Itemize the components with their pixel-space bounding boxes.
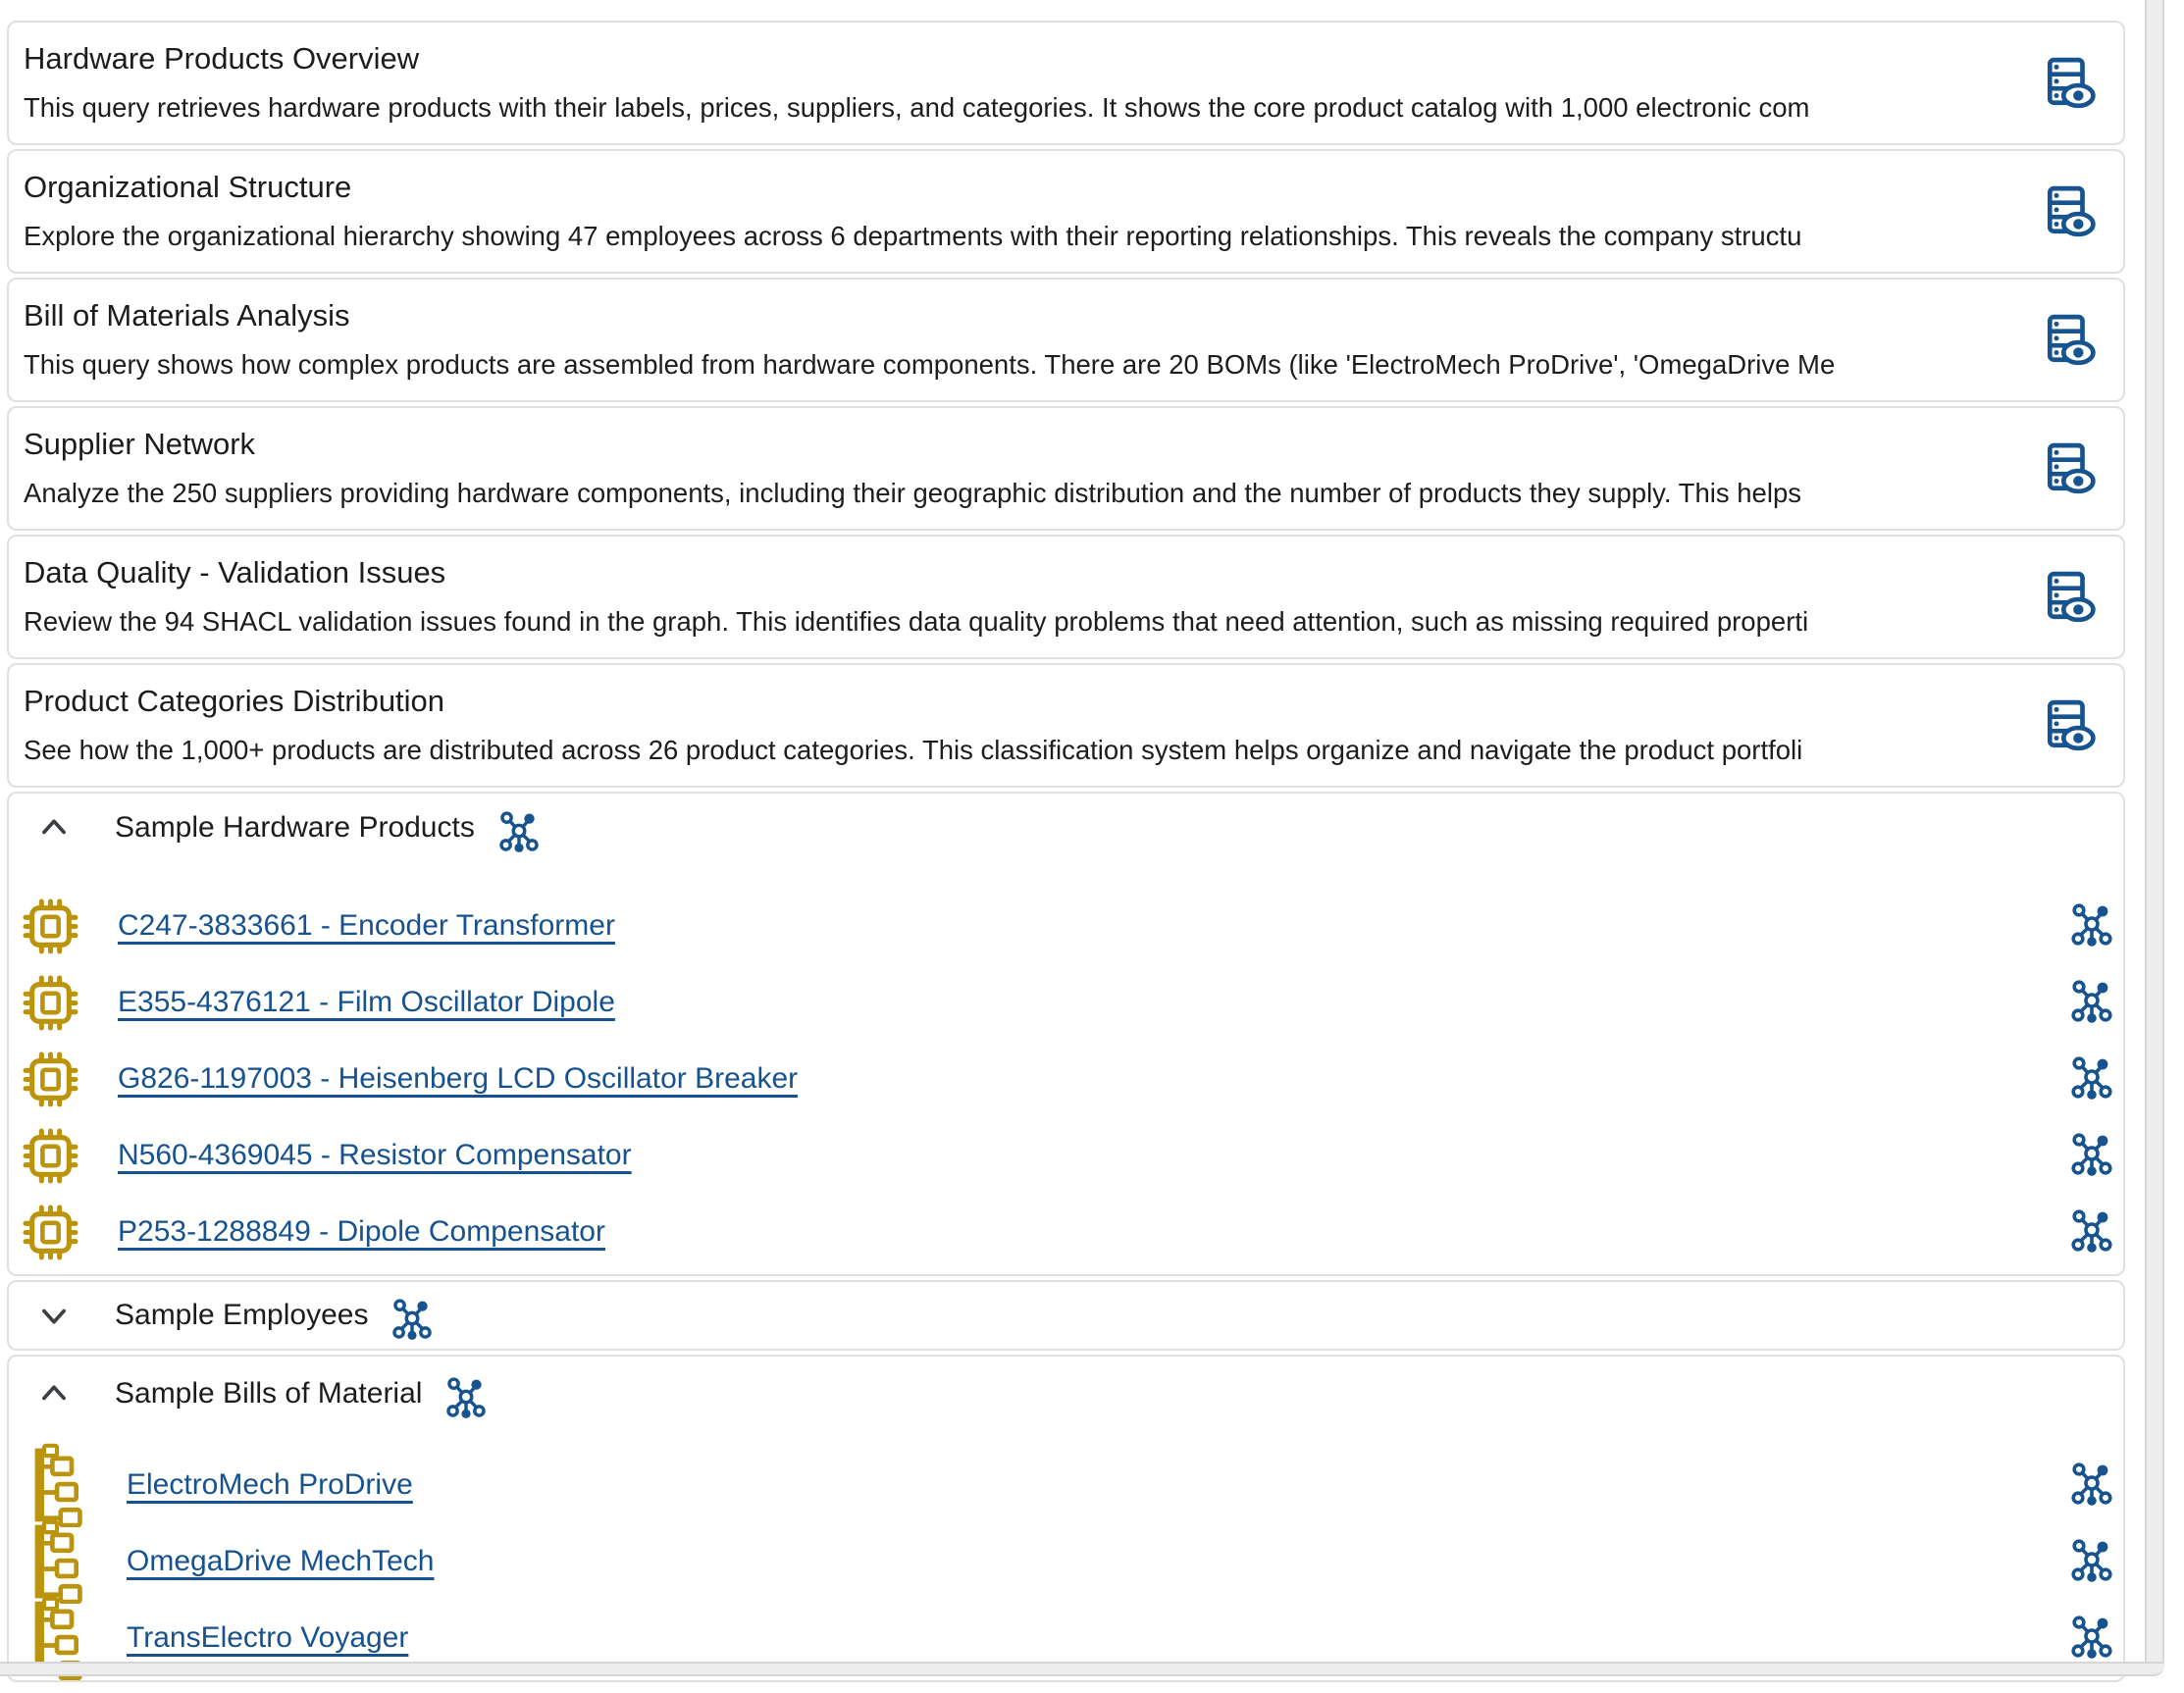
query-card-title: Hardware Products Overview bbox=[24, 41, 420, 76]
product-list bbox=[9, 888, 2123, 1274]
product-link[interactable]: G826-1197003 - Heisenberg LCD Oscillator Breaker bbox=[118, 1062, 799, 1095]
bom-link[interactable]: OmegaDrive MechTech bbox=[127, 1545, 435, 1577]
section-header-sample-bills-of-material[interactable] bbox=[9, 1357, 2123, 1431]
query-card-description: Review the 94 SHACL validation issues found in the graph. This identifies data quality problems that need attention, such as missing required properti bbox=[24, 606, 1809, 637]
graph-network-icon[interactable] bbox=[2068, 1132, 2115, 1179]
query-catalog-panel bbox=[7, 21, 2125, 1686]
section-label: Sample Hardware Products bbox=[115, 811, 475, 844]
chip-icon bbox=[23, 1052, 78, 1107]
graph-network-icon[interactable] bbox=[2068, 1208, 2115, 1256]
graph-network-icon[interactable] bbox=[2068, 1462, 2115, 1509]
list-item-product bbox=[9, 1041, 2123, 1117]
query-card-title: Bill of Materials Analysis bbox=[24, 298, 350, 333]
vertical-scrollbar[interactable] bbox=[2145, 0, 2164, 1676]
query-card-hardware-products-overview[interactable] bbox=[7, 21, 2125, 145]
chevron-up-icon[interactable] bbox=[36, 810, 72, 846]
graph-network-icon[interactable] bbox=[2068, 1615, 2115, 1662]
query-card-bill-of-materials-analysis[interactable] bbox=[7, 278, 2125, 402]
graph-network-icon[interactable] bbox=[496, 810, 542, 855]
database-eye-icon[interactable] bbox=[2043, 314, 2096, 367]
query-card-organizational-structure[interactable] bbox=[7, 149, 2125, 274]
product-link[interactable]: E355-4376121 - Film Oscillator Dipole bbox=[118, 986, 615, 1018]
query-card-description: This query retrieves hardware products with their labels, prices, suppliers, and categories. It shows the core product catalog with 1,000 electronic com bbox=[24, 92, 1810, 123]
bom-link[interactable]: TransElectro Voyager bbox=[127, 1621, 409, 1654]
chip-icon bbox=[23, 898, 78, 954]
chip-icon bbox=[23, 1128, 78, 1184]
list-item-product bbox=[9, 888, 2123, 964]
bom-link[interactable]: ElectroMech ProDrive bbox=[127, 1468, 413, 1501]
query-card-title: Supplier Network bbox=[24, 427, 256, 461]
chevron-up-icon[interactable] bbox=[36, 1376, 72, 1411]
query-card-description: This query shows how complex products are assembled from hardware components. There are 20 BOMs (like 'ElectroMech ProDrive', 'OmegaDrive Me bbox=[24, 349, 1836, 380]
list-item-bom bbox=[9, 1523, 2123, 1600]
graph-network-icon[interactable] bbox=[2068, 902, 2115, 949]
list-item-product bbox=[9, 1194, 2123, 1270]
query-card-supplier-network[interactable] bbox=[7, 406, 2125, 531]
graph-network-icon[interactable] bbox=[2068, 1055, 2115, 1103]
section-sample-bills-of-material bbox=[7, 1355, 2125, 1682]
section-label: Sample Employees bbox=[115, 1299, 369, 1331]
query-card-data-quality-validation-issues[interactable] bbox=[7, 535, 2125, 659]
product-link[interactable]: N560-4369045 - Resistor Compensator bbox=[118, 1139, 632, 1171]
bom-list bbox=[9, 1447, 2123, 1680]
bom-tree-icon bbox=[28, 1443, 87, 1527]
database-eye-icon[interactable] bbox=[2043, 442, 2096, 495]
list-item-product bbox=[9, 1117, 2123, 1194]
horizontal-scrollbar[interactable] bbox=[0, 1662, 2164, 1676]
query-card-description: Explore the organizational hierarchy showing 47 employees across 6 departments with their reporting relationships. This reveals the company structu bbox=[24, 221, 1802, 251]
graph-network-icon[interactable] bbox=[443, 1376, 489, 1421]
database-eye-icon[interactable] bbox=[2043, 699, 2096, 752]
chip-icon bbox=[23, 1205, 78, 1260]
query-card-title: Product Categories Distribution bbox=[24, 684, 445, 718]
product-link[interactable]: C247-3833661 - Encoder Transformer bbox=[118, 909, 615, 942]
section-header-sample-hardware-products[interactable] bbox=[9, 794, 2123, 862]
section-sample-employees bbox=[7, 1280, 2125, 1351]
query-card-title: Data Quality - Validation Issues bbox=[24, 555, 446, 590]
bom-tree-icon bbox=[28, 1519, 87, 1604]
query-card-description: Analyze the 250 suppliers providing hardware components, including their geographic distribution and the number of products they supply. This helps bbox=[24, 478, 1802, 508]
database-eye-icon[interactable] bbox=[2043, 185, 2096, 238]
query-card-product-categories-distribution[interactable] bbox=[7, 663, 2125, 788]
database-eye-icon[interactable] bbox=[2043, 571, 2096, 624]
list-item-product bbox=[9, 964, 2123, 1041]
section-header-sample-employees[interactable] bbox=[9, 1282, 2123, 1349]
section-sample-hardware-products bbox=[7, 792, 2125, 1276]
product-link[interactable]: P253-1288849 - Dipole Compensator bbox=[118, 1215, 605, 1248]
list-item-bom bbox=[9, 1447, 2123, 1523]
query-card-description: See how the 1,000+ products are distributed across 26 product categories. This classification system helps organize and navigate the product portfoli bbox=[24, 735, 1803, 765]
graph-network-icon[interactable] bbox=[390, 1298, 435, 1343]
graph-network-icon[interactable] bbox=[2068, 1538, 2115, 1585]
chip-icon bbox=[23, 975, 78, 1031]
section-label: Sample Bills of Material bbox=[115, 1377, 423, 1410]
database-eye-icon[interactable] bbox=[2043, 57, 2096, 110]
chevron-down-icon[interactable] bbox=[36, 1298, 72, 1333]
graph-network-icon[interactable] bbox=[2068, 979, 2115, 1026]
query-card-title: Organizational Structure bbox=[24, 170, 352, 204]
